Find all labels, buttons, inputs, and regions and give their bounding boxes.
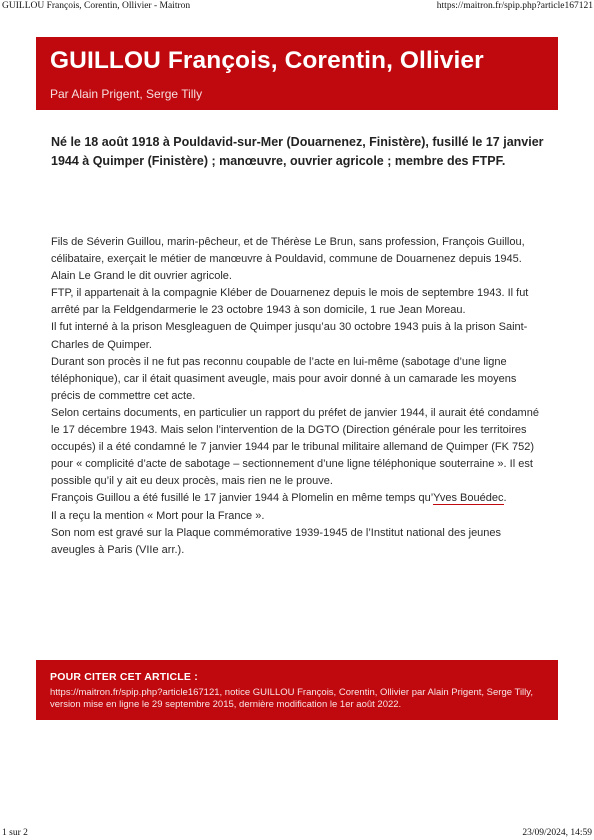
body-paragraph: Selon certains documents, en particulier un rapport du préfet de janvier 1944, il aurait été condamné le 17 décembre 1943. Mais selon l’intervention de la DGTO (Direction générale pour les territoires occupés) il a été condamné le 7 janvier 1944 par le tribunal militaire allemand de Quimper (FK 752) pour « complicité d’acte de sabotage – sectionnement d’une ligne téléphonique souterraine ». Il est possible qu’il y ait eu deux procès, mais rien ne le prouve. bbox=[51, 406, 539, 488]
body-paragraph: Durant son procès il ne fut pas reconnu coupable de l’acte en lui-même (sabotage d’une ligne téléphonique), car il était quasiment aveugle, mais pour avoir donné à un camarade les moyens précis de commettre cet acte. bbox=[51, 355, 517, 402]
print-footer bbox=[0, 826, 594, 840]
print-header bbox=[0, 0, 594, 14]
print-header-title: GUILLOU François, Corentin, Ollivier - Maitron bbox=[2, 1, 191, 11]
fusille-text: François Guillou a été fusillé le 17 janvier 1944 à Plomelin en même temps qu’ bbox=[51, 492, 434, 505]
body-paragraph: Il fut interné à la prison Mesgleaguen de Quimper jusqu’au 30 octobre 1943 puis à la prison Saint-Charles de Quimper. bbox=[51, 321, 528, 351]
article-summary: Né le 18 août 1918 à Pouldavid-sur-Mer (Douarnenez, Finistère), fusillé le 17 janvier 1944 à Quimper (Finistère) ; manœuvre, ouvrier agricole ; membre des FTPF. bbox=[51, 135, 544, 168]
title-banner bbox=[36, 37, 558, 110]
print-header-url[interactable]: https://maitron.fr/spip.php?article167121 bbox=[436, 1, 593, 11]
print-datetime: 23/09/2024, 14:59 bbox=[522, 828, 592, 838]
body-paragraph: FTP, il appartenait à la compagnie Kléber de Douarnenez depuis le mois de septembre 1943. Il fut arrêté par la Feldgendarmerie le 23 octobre 1943 à son domicile, 1 rue Jean Moreau. bbox=[51, 287, 529, 317]
body-paragraph: Fils de Séverin Guillou, marin-pêcheur, et de Thérèse Le Brun, sans profession, François Guillou, célibataire, exerçait le métier de manœuvre à Pouldavid, commune de Douarnenez depuis 1945. Alain Le Grand le dit ouvrier agricole. bbox=[51, 236, 525, 283]
citation-box bbox=[36, 660, 558, 720]
citation-text: https://maitron.fr/spip.php?article167121, notice GUILLOU François, Corentin, Ollivier par Alain Prigent, Serge Tilly, version mise en ligne le 29 septembre 2015, dernière modification le 1er août 2022. bbox=[50, 687, 533, 710]
article-title: GUILLOU François, Corentin, Ollivier bbox=[50, 47, 484, 74]
fusille-end: . bbox=[503, 492, 507, 505]
body-paragraph: Il a reçu la mention « Mort pour la France ». bbox=[51, 509, 265, 522]
article-body bbox=[51, 234, 547, 559]
citation-heading: POUR CITER CET ARTICLE : bbox=[50, 671, 198, 683]
article-authors: Par Alain Prigent, Serge Tilly bbox=[50, 87, 203, 101]
page-number: 1 sur 2 bbox=[2, 828, 28, 838]
body-paragraph-fusille bbox=[51, 490, 547, 507]
yves-bouedec-link[interactable]: Yves Bouédec bbox=[433, 492, 504, 505]
body-paragraph: Son nom est gravé sur la Plaque commémorative 1939-1945 de l’Institut national des jeunes aveugles à Paris (VIIe arr.). bbox=[51, 526, 502, 556]
